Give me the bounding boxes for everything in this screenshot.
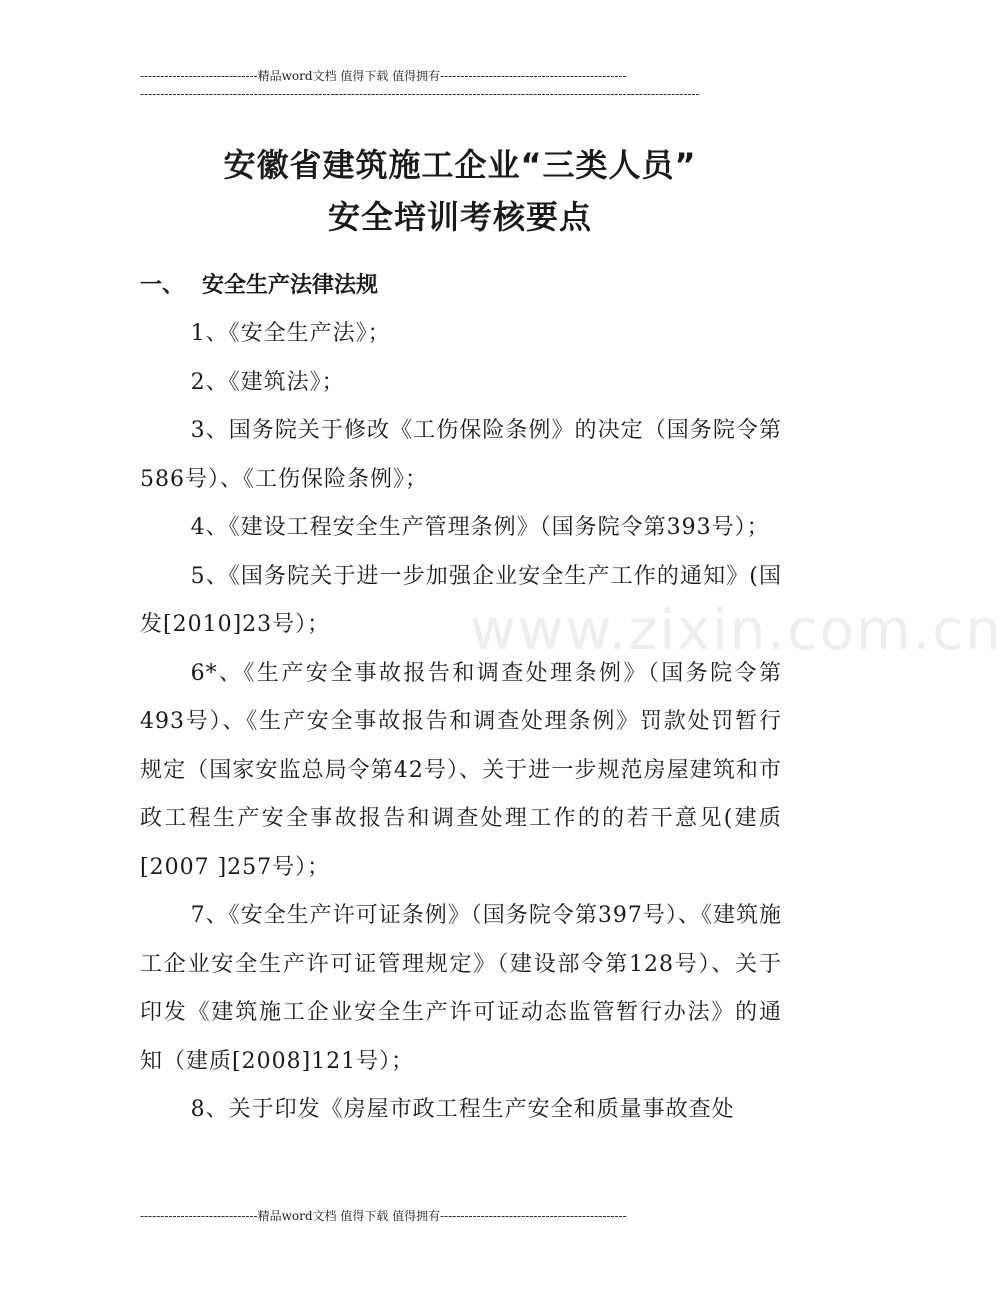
list-item: 3、国务院关于修改《工伤保险条例》的决定（国务院令第586号）、《工伤保险条例》；: [140, 418, 782, 492]
document-title-line-2: 安全培训考核要点: [327, 198, 592, 236]
page-header-dashes: ------------------------------------------------------------------------------------------------------------------------------------------: [140, 87, 700, 101]
watermark: www.zixin.com.cn: [470, 598, 1003, 663]
list-item: 6*、《生产安全事故报告和调查处理条例》（国务院令第493号）、《生产安全事故报告和调查处理条例》罚款处罚暂行规定（国家安监总局令第42号）、关于进一步规范房屋建筑和市政工程生产安全事故报告和调查处理工作的的若干意见(建质[2007 ]257号）；: [140, 660, 782, 880]
list-item: 4、《建设工程安全生产管理条例》（国务院令第393号）；: [190, 515, 770, 540]
list-item: 8、关于印发《房屋市政工程生产安全和质量事故查处: [190, 1097, 735, 1122]
list-item: 2、《建筑法》；: [190, 369, 345, 395]
list-item: 1、《安全生产法》；: [190, 321, 391, 346]
section-title: 安全生产法律法规: [202, 273, 379, 298]
document-title-line-1: 安徽省建筑施工企业“三类人员”: [223, 146, 697, 184]
list-item: 7、《安全生产许可证条例》（国务院令第397号）、《建筑施工企业安全生产许可证管理规定》（建设部令第128号）、关于印发《建筑施工企业安全生产许可证动态监管暂行办法》的通知（建质[2008]121号）；: [140, 903, 782, 1074]
section-number: 一、: [140, 273, 185, 298]
page-header-line: -----------------------------精品word文档 值得下载 值得拥有----------------------------------------------: [140, 69, 627, 83]
page-footer-line: -----------------------------精品word文档 值得下载 值得拥有----------------------------------------------: [140, 1209, 627, 1223]
regulation-list: [140, 310, 782, 1135]
section-heading: [140, 268, 780, 299]
list-item: 5、《国务院关于进一步加强企业安全生产工作的通知》(国发[2010]23号）；: [140, 563, 782, 637]
